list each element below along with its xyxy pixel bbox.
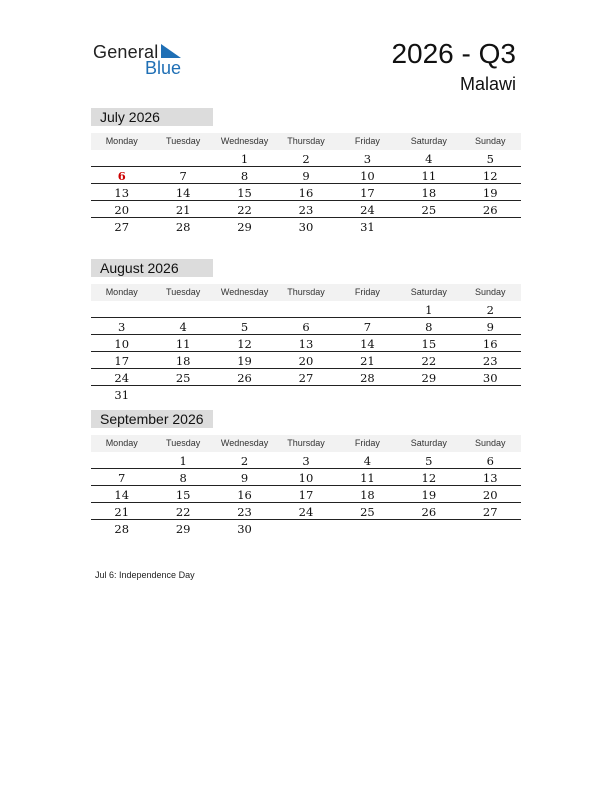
- weekday-label: Tuesday: [166, 136, 201, 146]
- weekday-label: Friday: [354, 438, 380, 448]
- day-cell: 16: [237, 488, 252, 502]
- day-cell: [152, 386, 213, 402]
- month-title: August 2026: [91, 259, 213, 277]
- day-cell: 7: [179, 169, 187, 183]
- day-cell: 2: [302, 152, 310, 166]
- day-cell: [398, 218, 459, 234]
- week-row: [91, 452, 521, 469]
- week-row: [91, 386, 521, 402]
- day-cell: 10: [360, 169, 375, 183]
- month-block-september: [91, 410, 521, 536]
- day-cell: [91, 452, 152, 468]
- month-title: September 2026: [91, 410, 213, 428]
- day-cell: 14: [175, 186, 191, 200]
- day-cell: 18: [175, 354, 191, 368]
- day-cell: 3: [118, 320, 126, 334]
- day-cell: [91, 301, 152, 317]
- weekday-header-row: [91, 133, 521, 150]
- day-cell: 31: [360, 220, 375, 234]
- day-cell: 8: [240, 169, 249, 183]
- day-cell: 12: [421, 471, 437, 485]
- day-cell: 5: [425, 454, 433, 468]
- day-cell: 11: [421, 169, 437, 183]
- day-cell: 24: [298, 505, 314, 519]
- day-cell: 1: [179, 454, 187, 468]
- logo-word-general: General: [93, 42, 159, 62]
- day-cell: 12: [482, 169, 498, 183]
- week-row: [91, 301, 521, 318]
- day-cell: [460, 218, 521, 234]
- day-cell: 27: [114, 220, 130, 234]
- day-cell: [460, 386, 521, 402]
- day-cell: 7: [363, 320, 372, 334]
- day-cell: 28: [114, 522, 130, 536]
- day-cell: 18: [421, 186, 437, 200]
- day-cell: [275, 301, 336, 317]
- week-row: [91, 184, 521, 201]
- day-cell: 27: [482, 505, 498, 519]
- day-cell: 24: [360, 203, 375, 217]
- weekday-label: Wednesday: [220, 136, 269, 146]
- day-cell: 10: [114, 337, 130, 351]
- day-cell: [460, 520, 521, 536]
- weekday-label: Monday: [105, 438, 138, 448]
- day-cell: 15: [421, 337, 437, 351]
- day-cell: 19: [237, 354, 252, 368]
- day-cell: 13: [114, 186, 130, 200]
- day-cell: [275, 386, 336, 402]
- day-cell: 29: [175, 522, 191, 536]
- day-cell: 31: [114, 388, 130, 402]
- week-row: [91, 486, 521, 503]
- day-cell: 9: [302, 169, 310, 183]
- day-cell: 4: [363, 454, 372, 468]
- weekday-label: Thursday: [287, 136, 325, 146]
- weekday-label: Thursday: [287, 438, 325, 448]
- day-cell: 8: [179, 471, 187, 485]
- day-cell: [275, 520, 336, 536]
- day-cell: 3: [302, 454, 310, 468]
- weekday-label: Tuesday: [166, 438, 201, 448]
- day-cell: 14: [360, 337, 375, 351]
- day-cell: 20: [114, 203, 130, 217]
- day-cell: 18: [360, 488, 375, 502]
- week-row: [91, 503, 521, 520]
- weekday-label: Saturday: [410, 438, 447, 448]
- weekday-label: Tuesday: [166, 287, 201, 297]
- day-cell: 16: [298, 186, 314, 200]
- day-cell: 9: [240, 471, 249, 485]
- logo-word-blue: Blue: [145, 58, 182, 78]
- region-name: Malawi: [459, 74, 516, 94]
- day-cell: 13: [482, 471, 498, 485]
- day-cell: 28: [175, 220, 191, 234]
- weekday-header-row: [91, 284, 521, 301]
- day-cell: 11: [360, 471, 375, 485]
- weekday-label: Sunday: [474, 136, 506, 146]
- week-row: [91, 335, 521, 352]
- day-cell: 28: [360, 371, 375, 385]
- day-cell: 27: [298, 371, 314, 385]
- day-cell: [337, 520, 398, 536]
- week-row: [91, 469, 521, 486]
- weekday-label: Thursday: [287, 287, 325, 297]
- day-cell: 8: [425, 320, 433, 334]
- day-cell: 24: [114, 371, 130, 385]
- day-cell: 23: [237, 505, 252, 519]
- week-row: [91, 150, 521, 167]
- day-cell: 13: [298, 337, 314, 351]
- day-cell: 3: [363, 152, 372, 166]
- day-cell: 6: [302, 320, 310, 334]
- day-cell: 25: [175, 371, 191, 385]
- day-cell: 15: [175, 488, 191, 502]
- day-cell: 5: [486, 152, 494, 166]
- day-cell: 25: [360, 505, 375, 519]
- day-cell: 30: [482, 371, 498, 385]
- day-cell: 30: [298, 220, 314, 234]
- day-cell: 21: [175, 203, 191, 217]
- week-row: [91, 352, 521, 369]
- day-cell: 20: [482, 488, 498, 502]
- day-cell: 26: [482, 203, 498, 217]
- day-cell: [152, 150, 213, 166]
- weekday-label: Sunday: [474, 287, 506, 297]
- day-cell: 2: [486, 303, 494, 317]
- day-cell: 22: [237, 203, 252, 217]
- day-cell: [337, 301, 398, 317]
- day-cell: 20: [298, 354, 314, 368]
- day-cell: 17: [114, 354, 130, 368]
- week-row: [91, 218, 521, 234]
- day-cell: 7: [118, 471, 126, 485]
- day-cell: 17: [360, 186, 375, 200]
- day-cell: 26: [421, 505, 437, 519]
- day-cell: 5: [240, 320, 249, 334]
- day-cell: [214, 386, 275, 402]
- week-row: [91, 167, 521, 184]
- weekday-header-row: [91, 435, 521, 452]
- week-row: [91, 318, 521, 335]
- weekday-label: Sunday: [474, 438, 506, 448]
- day-cell: [214, 301, 275, 317]
- day-cell: 1: [425, 303, 433, 317]
- day-cell: 1: [240, 152, 249, 166]
- day-cell: 29: [421, 371, 437, 385]
- logo: [93, 42, 193, 82]
- day-cell: 30: [237, 522, 252, 536]
- month-block-july: [91, 108, 521, 234]
- day-cell: 12: [237, 337, 252, 351]
- day-cell: [91, 150, 152, 166]
- day-cell: 16: [482, 337, 498, 351]
- day-cell: 25: [421, 203, 437, 217]
- day-cell: 11: [175, 337, 191, 351]
- day-cell: 4: [179, 320, 187, 334]
- page-title: 2026 - Q3: [391, 38, 516, 69]
- weekday-label: Saturday: [410, 136, 447, 146]
- day-cell: [337, 386, 398, 402]
- day-cell: 6: [486, 454, 494, 468]
- week-row: [91, 201, 521, 218]
- holiday-note: Jul 6: Independence Day: [95, 570, 195, 580]
- day-cell: 4: [425, 152, 433, 166]
- day-cell: 23: [482, 354, 498, 368]
- weekday-label: Monday: [105, 136, 138, 146]
- weekday-label: Wednesday: [220, 438, 269, 448]
- day-cell: 15: [237, 186, 252, 200]
- weekday-label: Monday: [105, 287, 138, 297]
- day-cell: 22: [421, 354, 437, 368]
- day-cell: [398, 520, 459, 536]
- weekday-label: Friday: [354, 287, 380, 297]
- day-cell: 26: [237, 371, 252, 385]
- day-cell: 2: [240, 454, 249, 468]
- holiday-day-cell: 6: [117, 169, 126, 183]
- month-block-august: [91, 259, 521, 402]
- day-cell: [152, 301, 213, 317]
- day-cell: 9: [486, 320, 494, 334]
- day-cell: 19: [482, 186, 498, 200]
- day-cell: 22: [175, 505, 191, 519]
- weekday-label: Saturday: [410, 287, 447, 297]
- holiday-notes: [95, 570, 195, 580]
- week-row: [91, 369, 521, 386]
- day-cell: 19: [421, 488, 437, 502]
- day-cell: 29: [237, 220, 252, 234]
- month-title: July 2026: [91, 108, 213, 126]
- day-cell: 23: [298, 203, 314, 217]
- day-cell: [398, 386, 459, 402]
- day-cell: 21: [360, 354, 375, 368]
- weekday-label: Friday: [354, 136, 380, 146]
- day-cell: 17: [298, 488, 314, 502]
- day-cell: 10: [298, 471, 314, 485]
- week-row: [91, 520, 521, 536]
- day-cell: 21: [114, 505, 130, 519]
- weekday-label: Wednesday: [220, 287, 269, 297]
- day-cell: 14: [114, 488, 130, 502]
